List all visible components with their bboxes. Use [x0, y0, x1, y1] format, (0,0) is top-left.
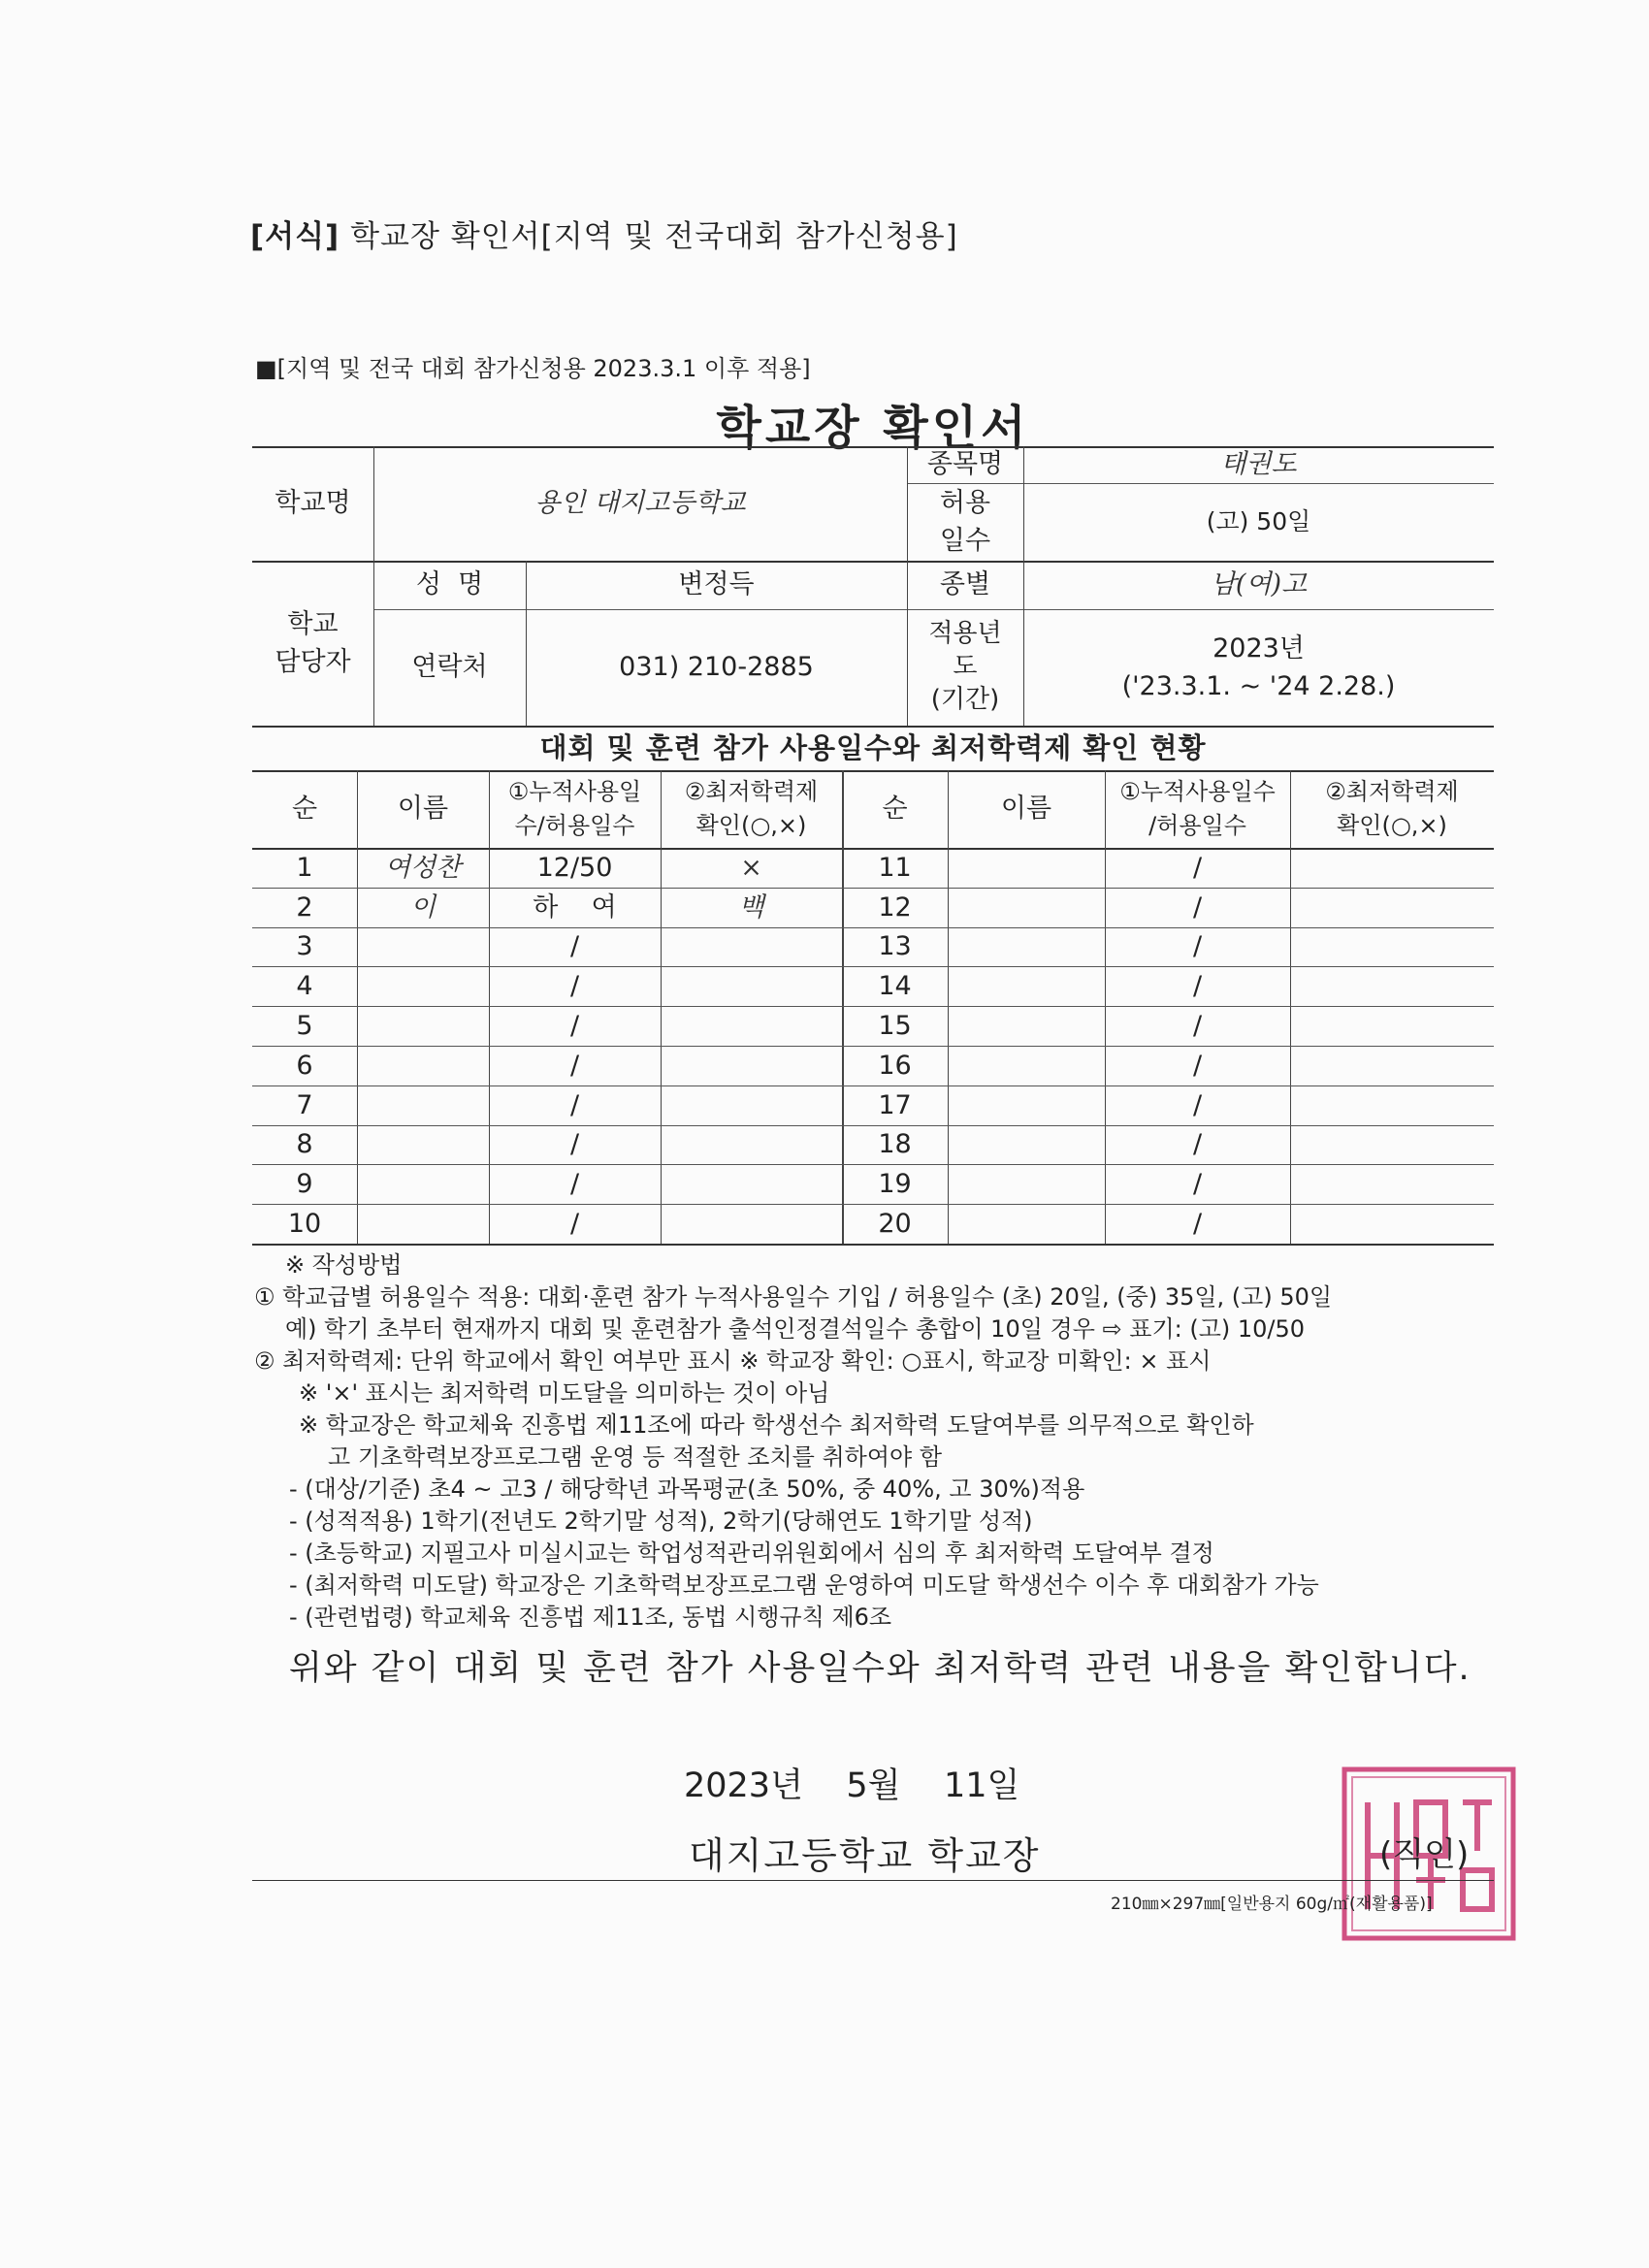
row-name — [948, 966, 1105, 1006]
row-academic: × — [740, 852, 762, 883]
contact-label: 연락처 — [411, 652, 488, 683]
note-2-b1: ※ 학교장은 학교체육 진흥법 제11조에 따라 학생선수 최저학력 도달여부를 의무적으로 확인하 — [299, 1411, 1254, 1439]
row-name — [948, 1164, 1105, 1204]
row-days: / — [1192, 1209, 1203, 1240]
row-name — [357, 966, 489, 1006]
row-days: / — [1192, 1050, 1203, 1081]
row-number: 12 — [878, 891, 912, 923]
row-days: / — [1192, 1169, 1203, 1200]
document-title: 학교장 확인서 — [716, 401, 1030, 455]
header-academic: ②최저학력제 확인(○,×) — [684, 778, 819, 839]
row-number: 16 — [878, 1050, 912, 1081]
form-header — [250, 211, 958, 255]
header-days: ①누적사용일 수/허용일수 — [507, 778, 642, 839]
row-name: 이 — [409, 891, 436, 923]
row-number: 20 — [878, 1209, 912, 1240]
writing-instructions — [254, 1249, 1515, 1634]
note-detail: - (대상/기준) 초4 ~ 고3 / 해당학년 과목평균(초 50%, 중 40%, 고 30%)적용 — [289, 1475, 1085, 1503]
row-number: 7 — [296, 1089, 313, 1120]
row-days: / — [1192, 1129, 1203, 1160]
row-academic — [1290, 1006, 1494, 1046]
row-academic — [661, 966, 842, 1006]
school-manager-label: 학교 담당자 — [275, 608, 351, 677]
row-number: 4 — [296, 971, 313, 1002]
row-days: / — [1192, 1089, 1203, 1120]
status-title: 대회 및 훈련 참가 사용일수와 최저학력제 확인 현황 — [539, 730, 1207, 764]
contact-value: 031) 210-2885 — [619, 652, 814, 683]
note-detail: - (초등학교) 지필고사 미실시교는 학업성적관리위원회에서 심의 후 최저학력 도달여부 결정 — [289, 1539, 1214, 1567]
row-days: / — [569, 1169, 580, 1200]
row-academic: 백 — [738, 891, 764, 923]
row-number: 18 — [878, 1129, 912, 1160]
apply-year-label: 적용년 도 (기간) — [928, 619, 1002, 714]
row-number: 6 — [296, 1050, 313, 1081]
gender-label: 종별 — [939, 569, 991, 600]
row-number: 3 — [296, 931, 313, 962]
school-name-label: 학교명 — [275, 488, 351, 519]
paper-spec: 210㎜×297㎜[일반용지 60g/㎡(재활용품)] — [1111, 1895, 1433, 1914]
row-days: / — [1192, 1011, 1203, 1042]
note-2: ② 최저학력제: 단위 학교에서 확인 여부만 표시 ※ 학교장 확인: ○표시, 학교장 미확인: × 표시 — [254, 1347, 1212, 1375]
row-days: / — [569, 1209, 580, 1240]
row-number: 5 — [296, 1011, 313, 1042]
row-name: 여성찬 — [384, 852, 462, 883]
row-number: 14 — [878, 971, 912, 1002]
row-name — [948, 1125, 1105, 1165]
row-number: 9 — [296, 1169, 313, 1200]
header-no: 순 — [291, 794, 318, 825]
row-academic — [1290, 1125, 1494, 1165]
form-type-label: [서식] — [250, 219, 340, 254]
header-academic: ②최저학력제 확인(○,×) — [1325, 778, 1459, 839]
gender-value: 남(여)고 — [1210, 569, 1308, 600]
row-days: / — [569, 1011, 580, 1042]
row-name — [948, 848, 1105, 888]
row-name — [948, 927, 1105, 967]
row-name — [357, 1125, 489, 1165]
note-2-a: ※ '×' 표시는 최저학력 미도달을 의미하는 것이 아님 — [299, 1379, 830, 1407]
note-1-example: 예) 학기 초부터 현재까지 대회 및 훈련참가 출석인정결석일수 총합이 10일 경우 ⇨ 표기: (고) 10/50 — [285, 1315, 1306, 1343]
row-academic — [1290, 848, 1494, 888]
form-title: 학교장 확인서[지역 및 전국대회 참가신청용] — [350, 219, 958, 254]
allowed-days-value: (고) 50일 — [1206, 506, 1311, 535]
row-number: 10 — [287, 1209, 322, 1240]
row-academic — [1290, 1164, 1494, 1204]
row-days: / — [1192, 931, 1203, 962]
row-number: 13 — [878, 931, 912, 962]
sport-label: 종목명 — [926, 449, 1004, 480]
school-name-value: 용인 대지고등학교 — [534, 488, 746, 519]
row-academic — [661, 1085, 842, 1125]
row-academic — [661, 1204, 842, 1244]
row-days: / — [569, 971, 580, 1002]
row-number: 1 — [296, 852, 313, 883]
row-number: 15 — [878, 1011, 912, 1042]
row-name — [357, 927, 489, 967]
header-no: 순 — [882, 794, 908, 825]
row-name — [357, 1164, 489, 1204]
notes-heading: ※ 작성방법 — [285, 1251, 403, 1279]
row-days: / — [1192, 891, 1203, 923]
name-label: 성 명 — [415, 569, 484, 600]
row-days: / — [569, 931, 580, 962]
row-name — [948, 1204, 1105, 1244]
row-days: 하 여 — [533, 891, 617, 923]
name-value: 변정득 — [678, 569, 755, 600]
row-days: / — [569, 1129, 580, 1160]
row-days: 12/50 — [536, 852, 613, 883]
note-detail: - (관련법령) 학교체육 진흥법 제11조, 동법 시행규칙 제6조 — [289, 1604, 892, 1631]
row-academic — [1290, 888, 1494, 927]
apply-period: ('23.3.1. ~ '24 2.28.) — [1121, 671, 1396, 701]
row-academic — [661, 1046, 842, 1085]
row-days: / — [1192, 971, 1203, 1002]
row-number: 17 — [878, 1089, 912, 1120]
apply-year-value — [1023, 609, 1494, 726]
row-academic — [1290, 1046, 1494, 1085]
row-name — [357, 1204, 489, 1244]
row-name — [357, 1006, 489, 1046]
row-name — [948, 1006, 1105, 1046]
signature-date: 2023년 5월 11일 — [684, 1766, 1020, 1805]
header-name: 이름 — [397, 794, 449, 825]
row-number: 11 — [878, 852, 912, 883]
bottom-rule — [252, 1880, 1494, 1881]
row-number: 2 — [296, 891, 313, 923]
row-academic — [661, 1006, 842, 1046]
row-name — [948, 888, 1105, 927]
row-days: / — [569, 1089, 580, 1120]
row-academic — [1290, 966, 1494, 1006]
row-academic — [661, 1125, 842, 1165]
note-2-b2: 고 기초학력보장프로그램 운영 등 적절한 조치를 취하여야 함 — [328, 1443, 943, 1471]
allowed-days-label: 허용 일수 — [939, 487, 991, 556]
header-name: 이름 — [1000, 794, 1052, 825]
row-name — [357, 1046, 489, 1085]
row-number: 19 — [878, 1169, 912, 1200]
row-name — [948, 1085, 1105, 1125]
confirmation-text: 위와 같이 대회 및 훈련 참가 사용일수와 최저학력 관련 내용을 확인합니다. — [289, 1649, 1471, 1688]
row-academic — [1290, 1085, 1494, 1125]
row-days: / — [1192, 852, 1203, 883]
note-1: ① 학교급별 허용일수 적용: 대회·훈련 참가 누적사용일수 기입 / 허용일수 (초) 20일, (중) 35일, (고) 50일 — [254, 1283, 1333, 1311]
row-name — [948, 1046, 1105, 1085]
row-name — [357, 1085, 489, 1125]
note-detail: - (성적적용) 1학기(전년도 2학기말 성적), 2학기(당해연도 1학기말 성적) — [289, 1507, 1033, 1535]
row-days: / — [569, 1050, 580, 1081]
header-days: ①누적사용일수 /허용일수 — [1119, 778, 1276, 839]
seal-mark: (직인) — [1379, 1835, 1470, 1874]
row-academic — [1290, 1204, 1494, 1244]
note-detail: - (최저학력 미도달) 학교장은 기초학력보장프로그램 운영하여 미도달 학생선수 이수 후 대회참가 가능 — [289, 1571, 1319, 1599]
row-number: 8 — [296, 1129, 313, 1160]
row-academic — [1290, 927, 1494, 967]
signature-school: 대지고등학교 학교장 — [689, 1834, 1041, 1877]
row-academic — [661, 927, 842, 967]
scope-note: ■[지역 및 전국 대회 참가신청용 2023.3.1 이후 적용] — [255, 355, 811, 382]
apply-year: 2023년 — [1212, 632, 1305, 664]
sport-value: 태권도 — [1220, 449, 1297, 480]
row-academic — [661, 1164, 842, 1204]
